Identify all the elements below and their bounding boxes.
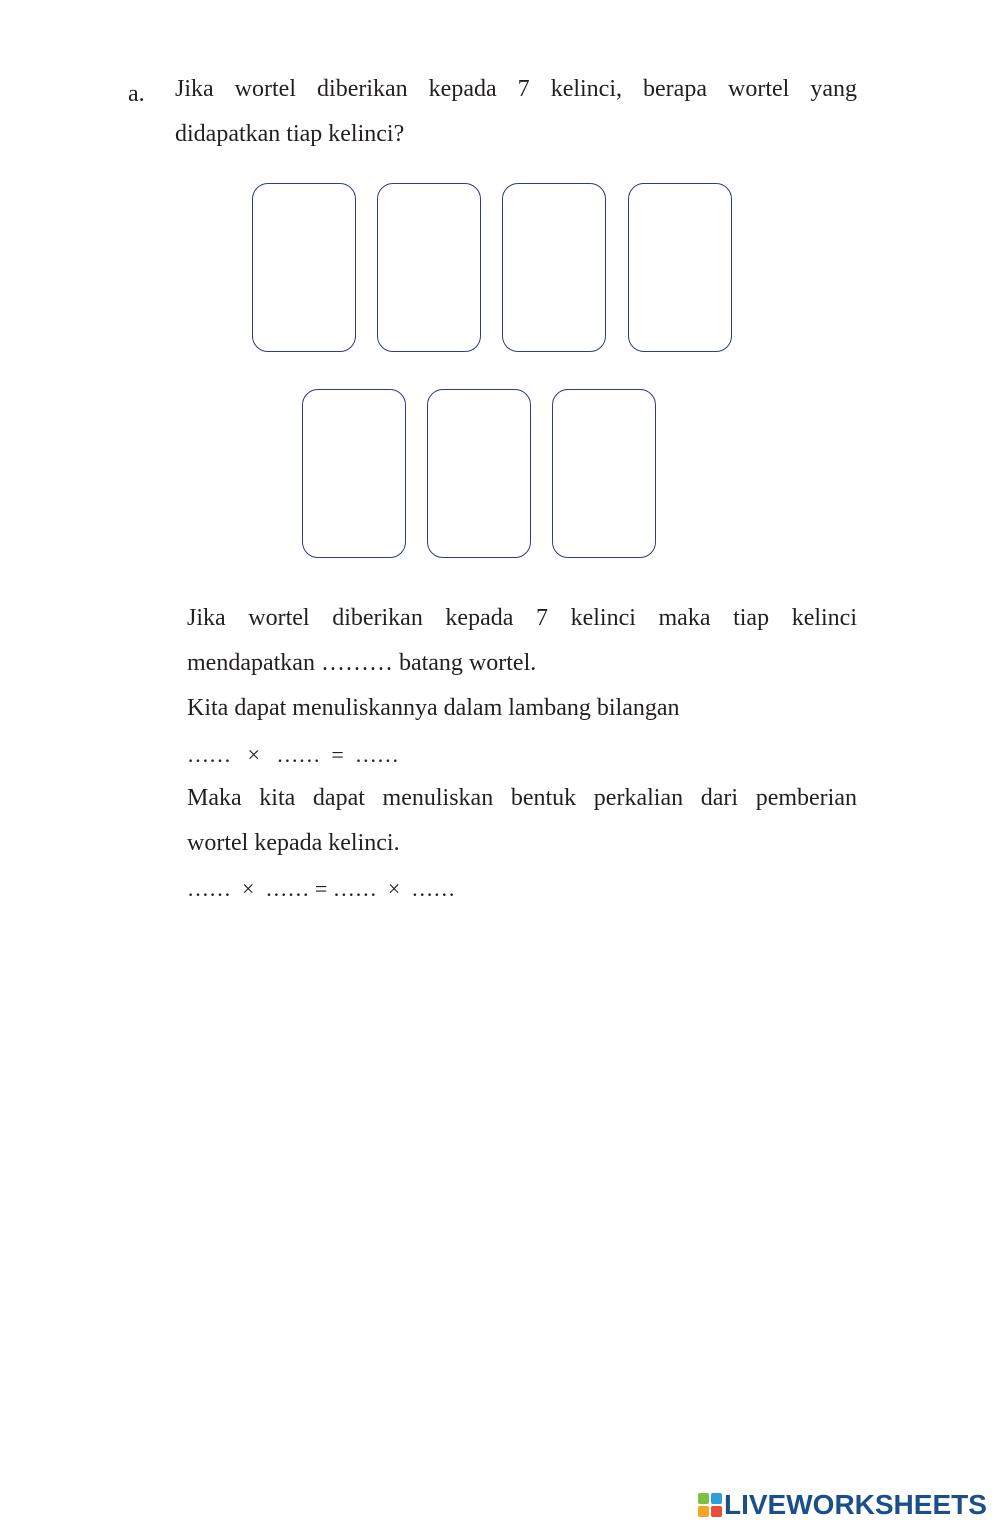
logo-square-4 bbox=[711, 1506, 722, 1517]
liveworksheets-logo-icon bbox=[698, 1493, 722, 1517]
paragraph-1-line-2: mendapatkan ……… batang wortel. bbox=[187, 650, 537, 676]
logo-square-3 bbox=[698, 1506, 709, 1517]
answer-paragraph-2 bbox=[187, 686, 857, 731]
equation-1: …… × …… = …… bbox=[187, 742, 399, 767]
paragraph-1-line-1: Jika wortel diberikan kepada 7 kelinci maka tiap kelinci bbox=[187, 605, 857, 631]
liveworksheets-logo bbox=[698, 1488, 987, 1522]
paragraph-3-line-1: Maka kita dapat menuliskan bentuk perkalian dari pemberian bbox=[187, 785, 857, 811]
liveworksheets-logo-text: LIVEWORKSHEETS bbox=[724, 1489, 987, 1520]
answer-paragraph-3 bbox=[187, 776, 857, 866]
answer-box-7[interactable] bbox=[552, 389, 656, 558]
question-line-1: Jika wortel diberikan kepada 7 kelinci, berapa wortel yang bbox=[175, 76, 857, 102]
answer-box-5[interactable] bbox=[302, 389, 406, 558]
logo-square-2 bbox=[711, 1493, 722, 1504]
question-line-2: didapatkan tiap kelinci? bbox=[175, 121, 405, 147]
paragraph-3-line-2: wortel kepada kelinci. bbox=[187, 830, 400, 856]
question-text bbox=[175, 67, 857, 157]
paragraph-2-line: Kita dapat menuliskannya dalam lambang bilangan bbox=[187, 695, 680, 721]
answer-box-3[interactable] bbox=[502, 183, 606, 352]
answer-box-2[interactable] bbox=[377, 183, 481, 352]
answer-box-1[interactable] bbox=[252, 183, 356, 352]
question-marker: a. bbox=[128, 81, 145, 107]
logo-square-1 bbox=[698, 1493, 709, 1504]
equation-2: …… × …… = …… × …… bbox=[187, 876, 456, 901]
answer-box-6[interactable] bbox=[427, 389, 531, 558]
answer-box-4[interactable] bbox=[628, 183, 732, 352]
answer-paragraph-1 bbox=[187, 596, 857, 686]
